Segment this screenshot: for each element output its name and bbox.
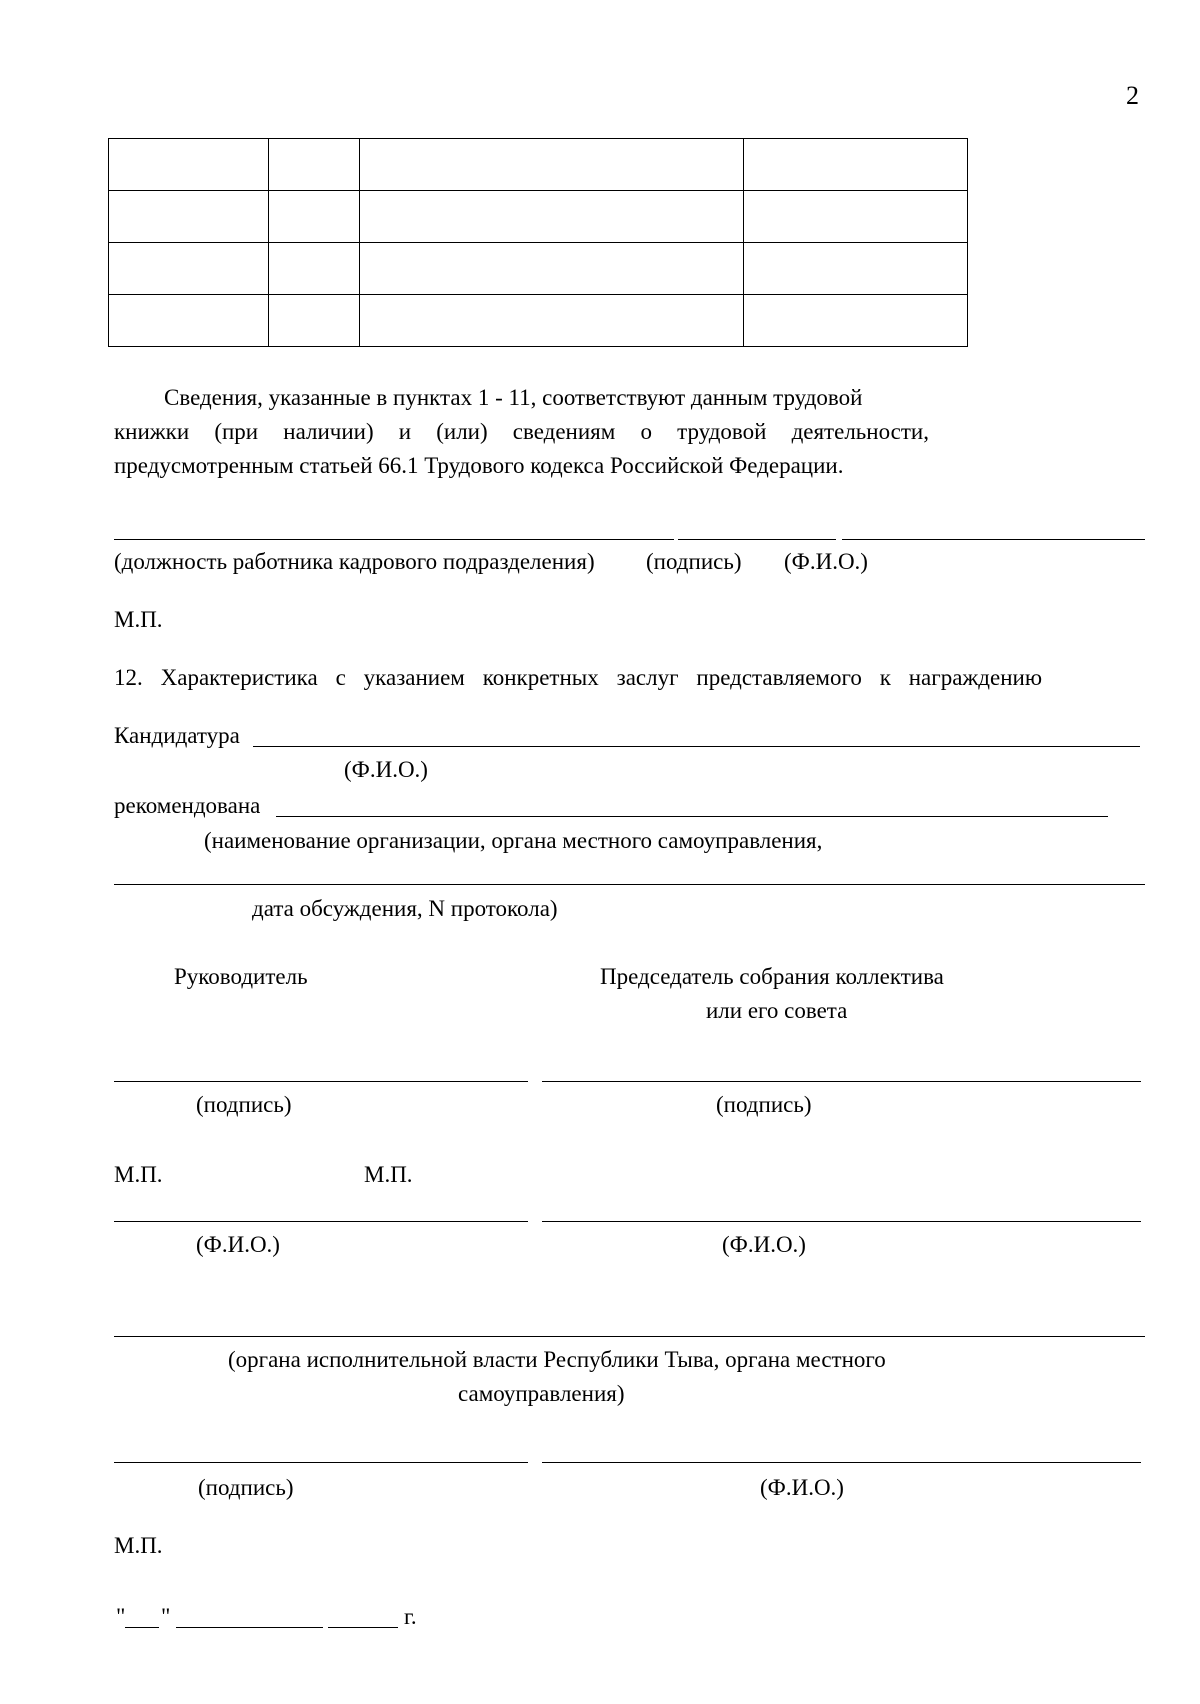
chair-fio-label: (Ф.И.О.): [722, 1232, 806, 1257]
section12-title: 12. Характеристика с указанием конкретных заслуг представляемого к награждению: [114, 665, 1042, 690]
candidate-label: Кандидатура: [114, 723, 240, 748]
table-cell: [269, 243, 360, 295]
head-signature-label: (подпись): [196, 1092, 292, 1117]
statement-line-1: Сведения, указанные в пунктах 1 - 11, соответствуют данным трудовой: [164, 385, 863, 410]
hr-signature-line: [678, 539, 836, 540]
hr-fio-line: [842, 539, 1145, 540]
date-day-line: [125, 1627, 159, 1628]
date-month-line: [176, 1627, 323, 1628]
table-row: [109, 191, 968, 243]
authority-caption-line-1: (органа исполнительной власти Республики Тыва, органа местного: [228, 1347, 886, 1372]
candidate-fio-label: (Ф.И.О.): [344, 757, 428, 782]
date-year-line: [328, 1627, 398, 1628]
table-cell: [744, 243, 968, 295]
date-year-suffix: г.: [404, 1604, 417, 1629]
table-cell: [360, 191, 744, 243]
hr-signature-label: (подпись): [646, 549, 742, 574]
recommended-label: рекомендована: [114, 793, 261, 818]
head-fio-label: (Ф.И.О.): [196, 1232, 280, 1257]
table-row: [109, 139, 968, 191]
authority-fio-line: [542, 1462, 1141, 1463]
table-cell: [269, 139, 360, 191]
date-close-quote: ": [161, 1604, 171, 1629]
table-cell: [269, 295, 360, 347]
hr-stamp-mark: М.П.: [114, 607, 163, 632]
table-row: [109, 243, 968, 295]
records-table: [108, 138, 968, 347]
table-cell: [360, 243, 744, 295]
org-caption: (наименование организации, органа местного самоуправления,: [204, 828, 823, 853]
stamp-mark-middle: М.П.: [364, 1162, 413, 1187]
hr-position-line: [114, 539, 674, 540]
candidate-fio-line: [253, 746, 1140, 747]
authority-caption-line-2: самоуправления): [458, 1381, 625, 1406]
recommended-line: [276, 816, 1108, 817]
table-cell: [109, 295, 269, 347]
authority-signature-label: (подпись): [198, 1475, 294, 1500]
date-open-quote: ": [116, 1604, 126, 1629]
stamp-mark-left: М.П.: [114, 1162, 163, 1187]
table-cell: [744, 191, 968, 243]
table-cell: [360, 295, 744, 347]
head-fio-line: [114, 1221, 528, 1222]
table-cell: [109, 139, 269, 191]
chair-signature-label: (подпись): [716, 1092, 812, 1117]
chair-signature-line: [542, 1081, 1141, 1082]
statement-line-2: книжки (при наличии) и (или) сведениям о трудовой деятельности,: [114, 419, 929, 444]
hr-fio-label: (Ф.И.О.): [784, 549, 868, 574]
authority-line: [114, 1336, 1145, 1337]
hr-position-label: (должность работника кадрового подразделения): [114, 549, 595, 574]
date-caption: дата обсуждения, N протокола): [252, 896, 558, 921]
chair-label-line-2: или его совета: [706, 998, 848, 1023]
head-signature-line: [114, 1081, 528, 1082]
table-cell: [744, 295, 968, 347]
table-row: [109, 295, 968, 347]
table-cell: [109, 243, 269, 295]
authority-stamp-mark: М.П.: [114, 1533, 163, 1558]
authority-signature-line: [114, 1462, 528, 1463]
authority-fio-label: (Ф.И.О.): [760, 1475, 844, 1500]
head-label: Руководитель: [174, 964, 308, 989]
table-cell: [269, 191, 360, 243]
chair-label-line-1: Председатель собрания коллектива: [600, 964, 944, 989]
page-number: 2: [1126, 81, 1139, 110]
statement-line-3: предусмотренным статьей 66.1 Трудового кодекса Российской Федерации.: [114, 453, 844, 478]
table-cell: [109, 191, 269, 243]
table-cell: [360, 139, 744, 191]
chair-fio-line: [542, 1221, 1141, 1222]
org-date-line: [114, 884, 1145, 885]
table-cell: [744, 139, 968, 191]
